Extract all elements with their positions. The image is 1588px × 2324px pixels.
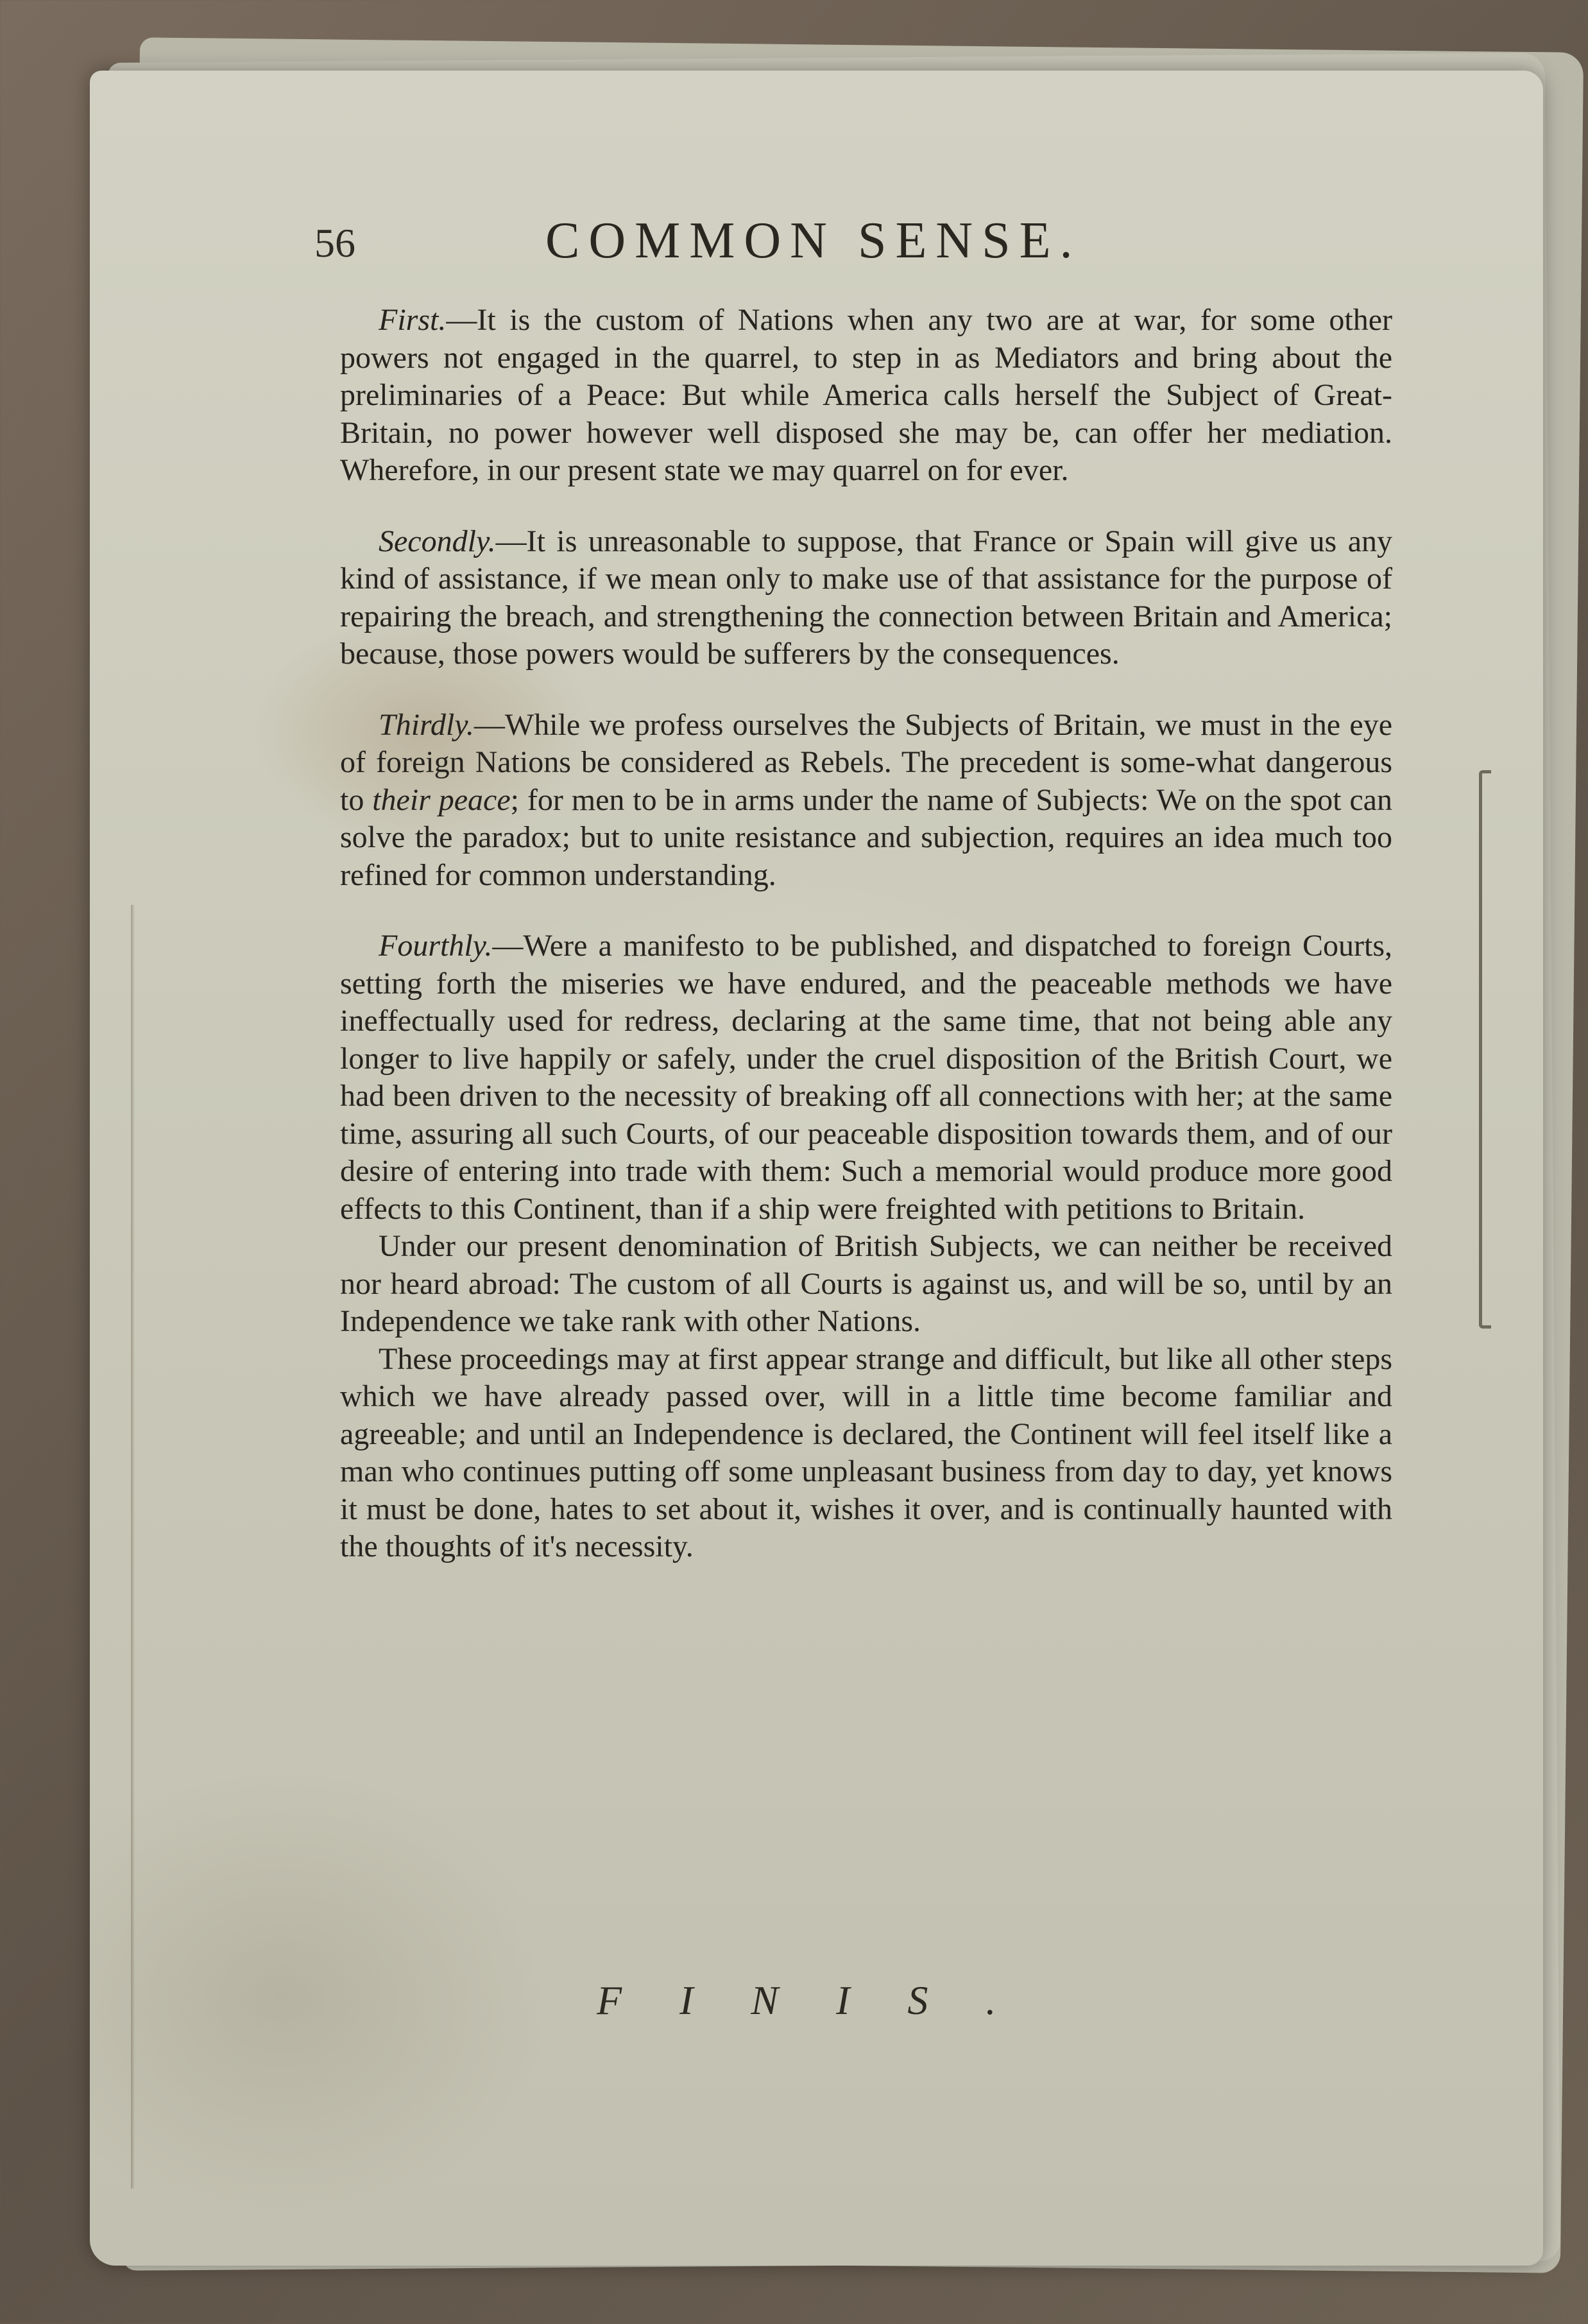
paragraph-first xyxy=(340,302,1392,490)
page-fold-crease xyxy=(131,905,135,2189)
paragraph-british-subjects xyxy=(340,1228,1392,1341)
paragraph-secondly xyxy=(340,523,1392,673)
paragraph-lead: First. xyxy=(379,303,447,337)
paragraph-text: —Were a manifesto to be published, and dispatched to foreign Courts, setting forth the miseries we have endured, and the peaceable methods we have ineffectually used for redress, declaring at the same time, that not being able any longer to live happily or safely, under the cruel disposition of the British Court, we had been driven to the necessity of breaking off all connections with her; at the same time, assuring all such Courts, of our peaceable disposition towards them, and of our desire of entering into trade with them: Such a memorial would produce more good effects to this Continent, than if a ship were freighted with petitions to Britain. xyxy=(340,929,1392,1226)
paragraph-text: Under our present denomination of British Subjects, we can neither be received nor heard abroad: The custom of all Courts is against us, and will be so, until by an Independence we take rank with other Nations. xyxy=(340,1229,1392,1338)
paragraph-proceedings xyxy=(340,1341,1392,1566)
page-header xyxy=(302,205,1392,282)
paragraph-thirdly xyxy=(340,707,1392,895)
paragraph-lead: Fourthly. xyxy=(379,929,493,963)
binding-thread xyxy=(1479,770,1491,1329)
paragraph-text: —It is the custom of Nations when any two are at war, for some other powers not engaged in the quarrel, to step in as Mediators and bring about the preliminaries of a Peace: But while America calls herself the Subject of Great-Britain, no power however well disposed she may be, can offer her mediation. Wherefore, in our present state we may quarrel on for ever. xyxy=(340,303,1392,487)
paragraph-fourthly xyxy=(340,927,1392,1228)
page-number: 56 xyxy=(314,220,355,266)
emphasis-text: their peace xyxy=(372,782,511,817)
finis-colophon: FINIS. xyxy=(597,1977,1054,2023)
paragraph-text: ; for men to be in arms under the name of Subjects: We on the spot can solve the paradox; but to unite resistance and subjection, requires an idea much too refined for common understanding. xyxy=(340,782,1392,892)
paragraph-text: These proceedings may at first appear strange and difficult, but like all other steps which we have already passed over, will in a little time become familiar and agreeable; and until an Independence is declared, the Continent will feel itself like a man who continues putting off some unpleasant business from day to day, yet knows it must be done, hates to set about it, wishes it over, and is continually haunted with the thoughts of it's necessity. xyxy=(340,1341,1392,1563)
paragraph-text: —While we profess ourselves the Subjects of Britain, we must in the eye of foreign Nations be considered as Rebels. The precedent is some-what dangerous to xyxy=(340,707,1392,817)
paragraph-lead: Secondly. xyxy=(379,524,496,558)
body-text xyxy=(340,302,1392,1566)
paragraph-text: —It is unreasonable to suppose, that France or Spain will give us any kind of assistance, if we mean only to make use of that assistance for the purpose of repairing the breach, and strengthening the connection between Britain and America; because, those powers would be sufferers by the consequences. xyxy=(340,524,1392,671)
running-head: COMMON SENSE. xyxy=(545,212,1082,269)
paragraph-lead: Thirdly. xyxy=(379,707,474,742)
